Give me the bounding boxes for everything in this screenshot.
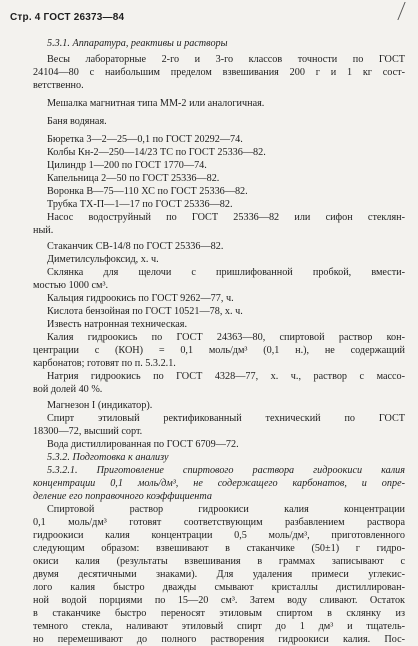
text-line: карбонатов; готовят по п. 5.3.2.1. [33, 358, 176, 369]
text-line: Колбы Кн-2—250—14/23 ТС по ГОСТ 25336—82. [47, 147, 266, 158]
text-line: окиси калия (результаты взвешивания в граммах записывают с [33, 556, 405, 567]
text-line: ный. [33, 225, 54, 236]
text-line: Бюретка 3—2—25—0,1 по ГОСТ 20292—74. [47, 134, 243, 145]
text-line: Кислота бензойная по ГОСТ 10521—78, х. ч. [47, 306, 243, 317]
text-line: Известь натронная техническая. [47, 319, 188, 330]
corner-pen-mark [387, 2, 405, 20]
text-line: Магнезон I (индикатор). [47, 400, 153, 411]
text-line: 24104—80 с наибольшим пределом взвешивания 200 г и 1 кг сост- [33, 67, 405, 78]
text-line: 18300—72, высший сорт. [33, 426, 143, 437]
text-line: Насос водоструйный по ГОСТ 25336—82 или сифон стеклян- [47, 212, 405, 223]
text-line: концентрации 0,1 моль/дм³, не содержащего карбонатов, и опре- [33, 478, 405, 489]
text-line: вой долей 40 %. [33, 384, 103, 395]
text-line: центрации c (КОН) = 0,1 моль/дм³ (0,1 н.), не содержащий [33, 345, 405, 356]
text-line: 5.3.2. Подготовка к анализу [47, 452, 169, 463]
text-line: Калия гидроокись по ГОСТ 24363—80, спиртовой раствор кон- [47, 332, 405, 343]
text-line: Кальция гидроокись по ГОСТ 9262—77, ч. [47, 293, 234, 304]
text-line: Склянка для щелочи с пришлифованной пробкой, вмести- [47, 267, 405, 278]
document-body [33, 37, 405, 646]
text-line: 0,1 моль/дм³ готовят соответствующим разбавлением раствора [33, 517, 405, 528]
text-line: лого калия быстро дважды смывают кристаллы дистиллирован- [33, 582, 405, 593]
text-line: Мешалка магнитная типа ММ-2 или аналогичная. [47, 98, 265, 109]
text-line: Весы лабораторные 2-го и 3-го классов точности по ГОСТ [47, 54, 405, 65]
text-line: следующим образом: взвешивают в стаканчике (50±1) г гидро- [33, 543, 405, 554]
text-line: ной водой порциями по 15—20 см³. Затем воду сливают. Остаток [33, 595, 405, 606]
text-line: Трубка ТХ-П—1—17 по ГОСТ 25336—82. [47, 199, 233, 210]
text-line: Спиртовой раствор гидроокиси калия концентрации [47, 504, 405, 515]
page-header: Стр. 4 ГОСТ 26373—84 [10, 12, 125, 23]
text-line: Баня водяная. [47, 116, 107, 127]
text-line: 5.3.1. Аппаратура, реактивы и растворы [47, 38, 228, 49]
text-line: двумя десятичными знаками). Для удаления примеси углекис- [33, 569, 405, 580]
text-line: в стаканчике быстро переносят этиловым спиртом в склянку из [33, 608, 405, 619]
text-line: 5.3.2.1. Приготовление спиртового раствора гидроокиси калия [47, 465, 405, 476]
text-line: темного стекла, наливают этиловый спирт до 1 дм³ и тщатель- [33, 621, 405, 632]
text-line: Воронка В—75—110 ХС по ГОСТ 25336—82. [47, 186, 248, 197]
text-line: но перемешивают до полного растворения гидроокиси калия. Пос- [33, 634, 405, 645]
text-line: Капельница 2—50 по ГОСТ 25336—82. [47, 173, 220, 184]
text-line: деление его поправочного коэффициента [33, 491, 212, 502]
text-line: ветственно. [33, 80, 84, 91]
text-line: Вода дистиллированная по ГОСТ 6709—72. [47, 439, 239, 450]
text-line: Спирт этиловый ректификованный технический по ГОСТ [47, 413, 405, 424]
text-line: гидроокиси калия концентрации 0,5 моль/дм³, приготовленного [33, 530, 405, 541]
text-line: мостью 1000 см³. [33, 280, 109, 291]
text-line: Натрия гидроокись по ГОСТ 4328—77, х. ч., раствор с массо- [47, 371, 405, 382]
text-line: Диметилсульфоксид, х. ч. [47, 254, 159, 265]
text-line: Цилиндр 1—200 по ГОСТ 1770—74. [47, 160, 207, 171]
text-line: Стаканчик СВ-14/8 по ГОСТ 25336—82. [47, 241, 224, 252]
